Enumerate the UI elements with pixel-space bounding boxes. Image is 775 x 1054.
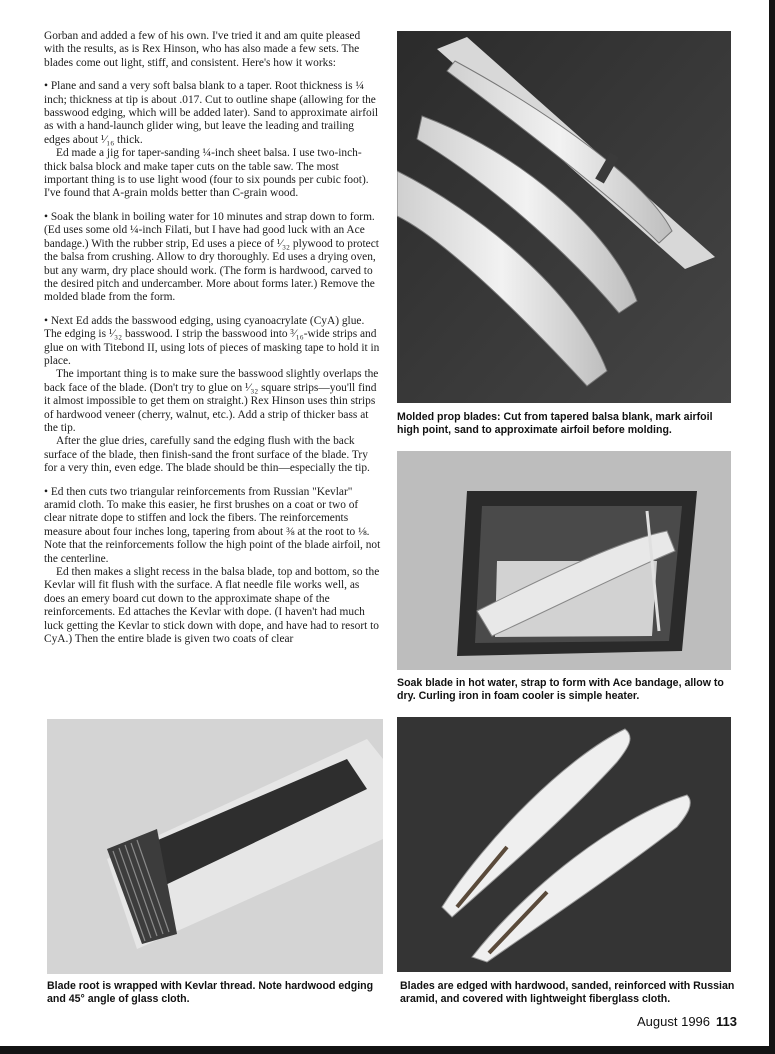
article-paragraph-6: The important thing is to make sure the basswood slightly overlaps the back face of the blade. (Don't try to glue on ¹⁄₃₂ square strips—you'll find it almost impossible to get them on straight.) Rex Hinson uses thin strips of hardwood veneer (cherry, walnut, etc.). Add a strip of thicker bass at the tip.	[44, 368, 379, 434]
article-paragraph-3: Ed made a jig for taper-sanding ¼-inch sheet balsa. I use two-inch-thick balsa block and make taper cuts on the table saw. The most important thing is to use light wood (four to six pounds per cubic foot). I've found that A-grain molds better than C-grain wood.	[44, 147, 369, 200]
article-paragraph-4: • Soak the blank in boiling water for 10 minutes and strap down to form. (Ed uses some old ¼-inch Filati, but I have had good luck with an Ace bandage.) With the rubber strip, Ed uses a piece of ¹⁄₃₂ plywood to protect the balsa from crushing. Allow to dry thoroughly. Ed uses a drying oven, but any warm, dry place should work. (The form is hardwood, carved to the desired pitch and undercamber. More about forms later.) Remove the molded blade from the form.	[44, 210, 379, 304]
scan-edge-bottom	[0, 1046, 775, 1054]
photo-edged-blades	[397, 717, 731, 972]
article-paragraph-1: Gorban and added a few of his own. I've tried it and am quite pleased with the results, as is Rex Hinson, who has also made a few sets. The blades come out light, stiff, and consistent. Here's how it works:	[44, 30, 361, 69]
article-paragraph-8: • Ed then cuts two triangular reinforcements from Russian "Kevlar" aramid cloth. To make this easier, he first brushes on a coat or two of clear nitrate dope to stiffen and lock the fibers. The reinforcements measure about four inches long, tapering from about ⅜ at the root to ⅛. Note that the reinforcements follow the high point of the blade airfoil, not the centerline.	[44, 485, 381, 565]
caption-molded-prop-blades: Molded prop blades: Cut from tapered balsa blank, mark airfoil high point, sand to approximate airfoil before molding.	[397, 411, 713, 437]
photo-molded-prop-blades	[397, 31, 731, 403]
photo-blade-root	[47, 719, 383, 974]
photo-soak-blade	[397, 451, 731, 670]
article-paragraph-5: • Next Ed adds the basswood edging, using cyanoacrylate (CyA) glue. The edging is ¹⁄₃₂ basswood. I strip the basswood into ³⁄₁₆-wide strips and glue on with Titebond II, using lots of pieces of masking tape to hold it in place.	[44, 314, 380, 367]
issue-date: August 1996	[637, 1014, 711, 1029]
article-paragraph-7: After the glue dries, carefully sand the edging flush with the back surface of the blade, then finish-sand the front surface of the blade. Try for a very thin, even edge. The blade should be thin—especially the tip.	[44, 435, 370, 475]
page-footer	[637, 1014, 737, 1029]
article-paragraph-2: • Plane and sand a very soft balsa blank to a taper. Root thickness is ¼ inch; thickness at tip is about .017. Cut to outline shape (allowing for the basswood edging, which will be added later). Sand to approximate airfoil as with a hand-launch glider wing, but leave the leading and trailing edges about ¹⁄₁₆ thick.	[44, 80, 379, 146]
article-text-column	[44, 30, 382, 646]
caption-blade-root: Blade root is wrapped with Kevlar thread. Note hardwood edging and 45° angle of glass cloth.	[47, 980, 374, 1006]
article-paragraph-9: Ed then makes a slight recess in the balsa blade, top and bottom, so the Kevlar will fit flush with the surface. A flat needle file works well, as does an emery board cut down to the approximate shape of the reinforcements. Ed attaches the Kevlar with dope. (I haven't had much luck getting the Kevlar to stick down with dope, and have had to resort to CyA.) Then the entire blade is given two coats of clear	[44, 566, 380, 646]
scan-edge-right	[769, 0, 775, 1054]
page-number: 113	[716, 1014, 737, 1029]
caption-edged-blades: Blades are edged with hardwood, sanded, reinforced with Russian aramid, and covered with lightweight fiberglass cloth.	[400, 980, 735, 1006]
caption-soak-blade: Soak blade in hot water, strap to form with Ace bandage, allow to dry. Curling iron in foam cooler is simple heater.	[397, 677, 724, 703]
